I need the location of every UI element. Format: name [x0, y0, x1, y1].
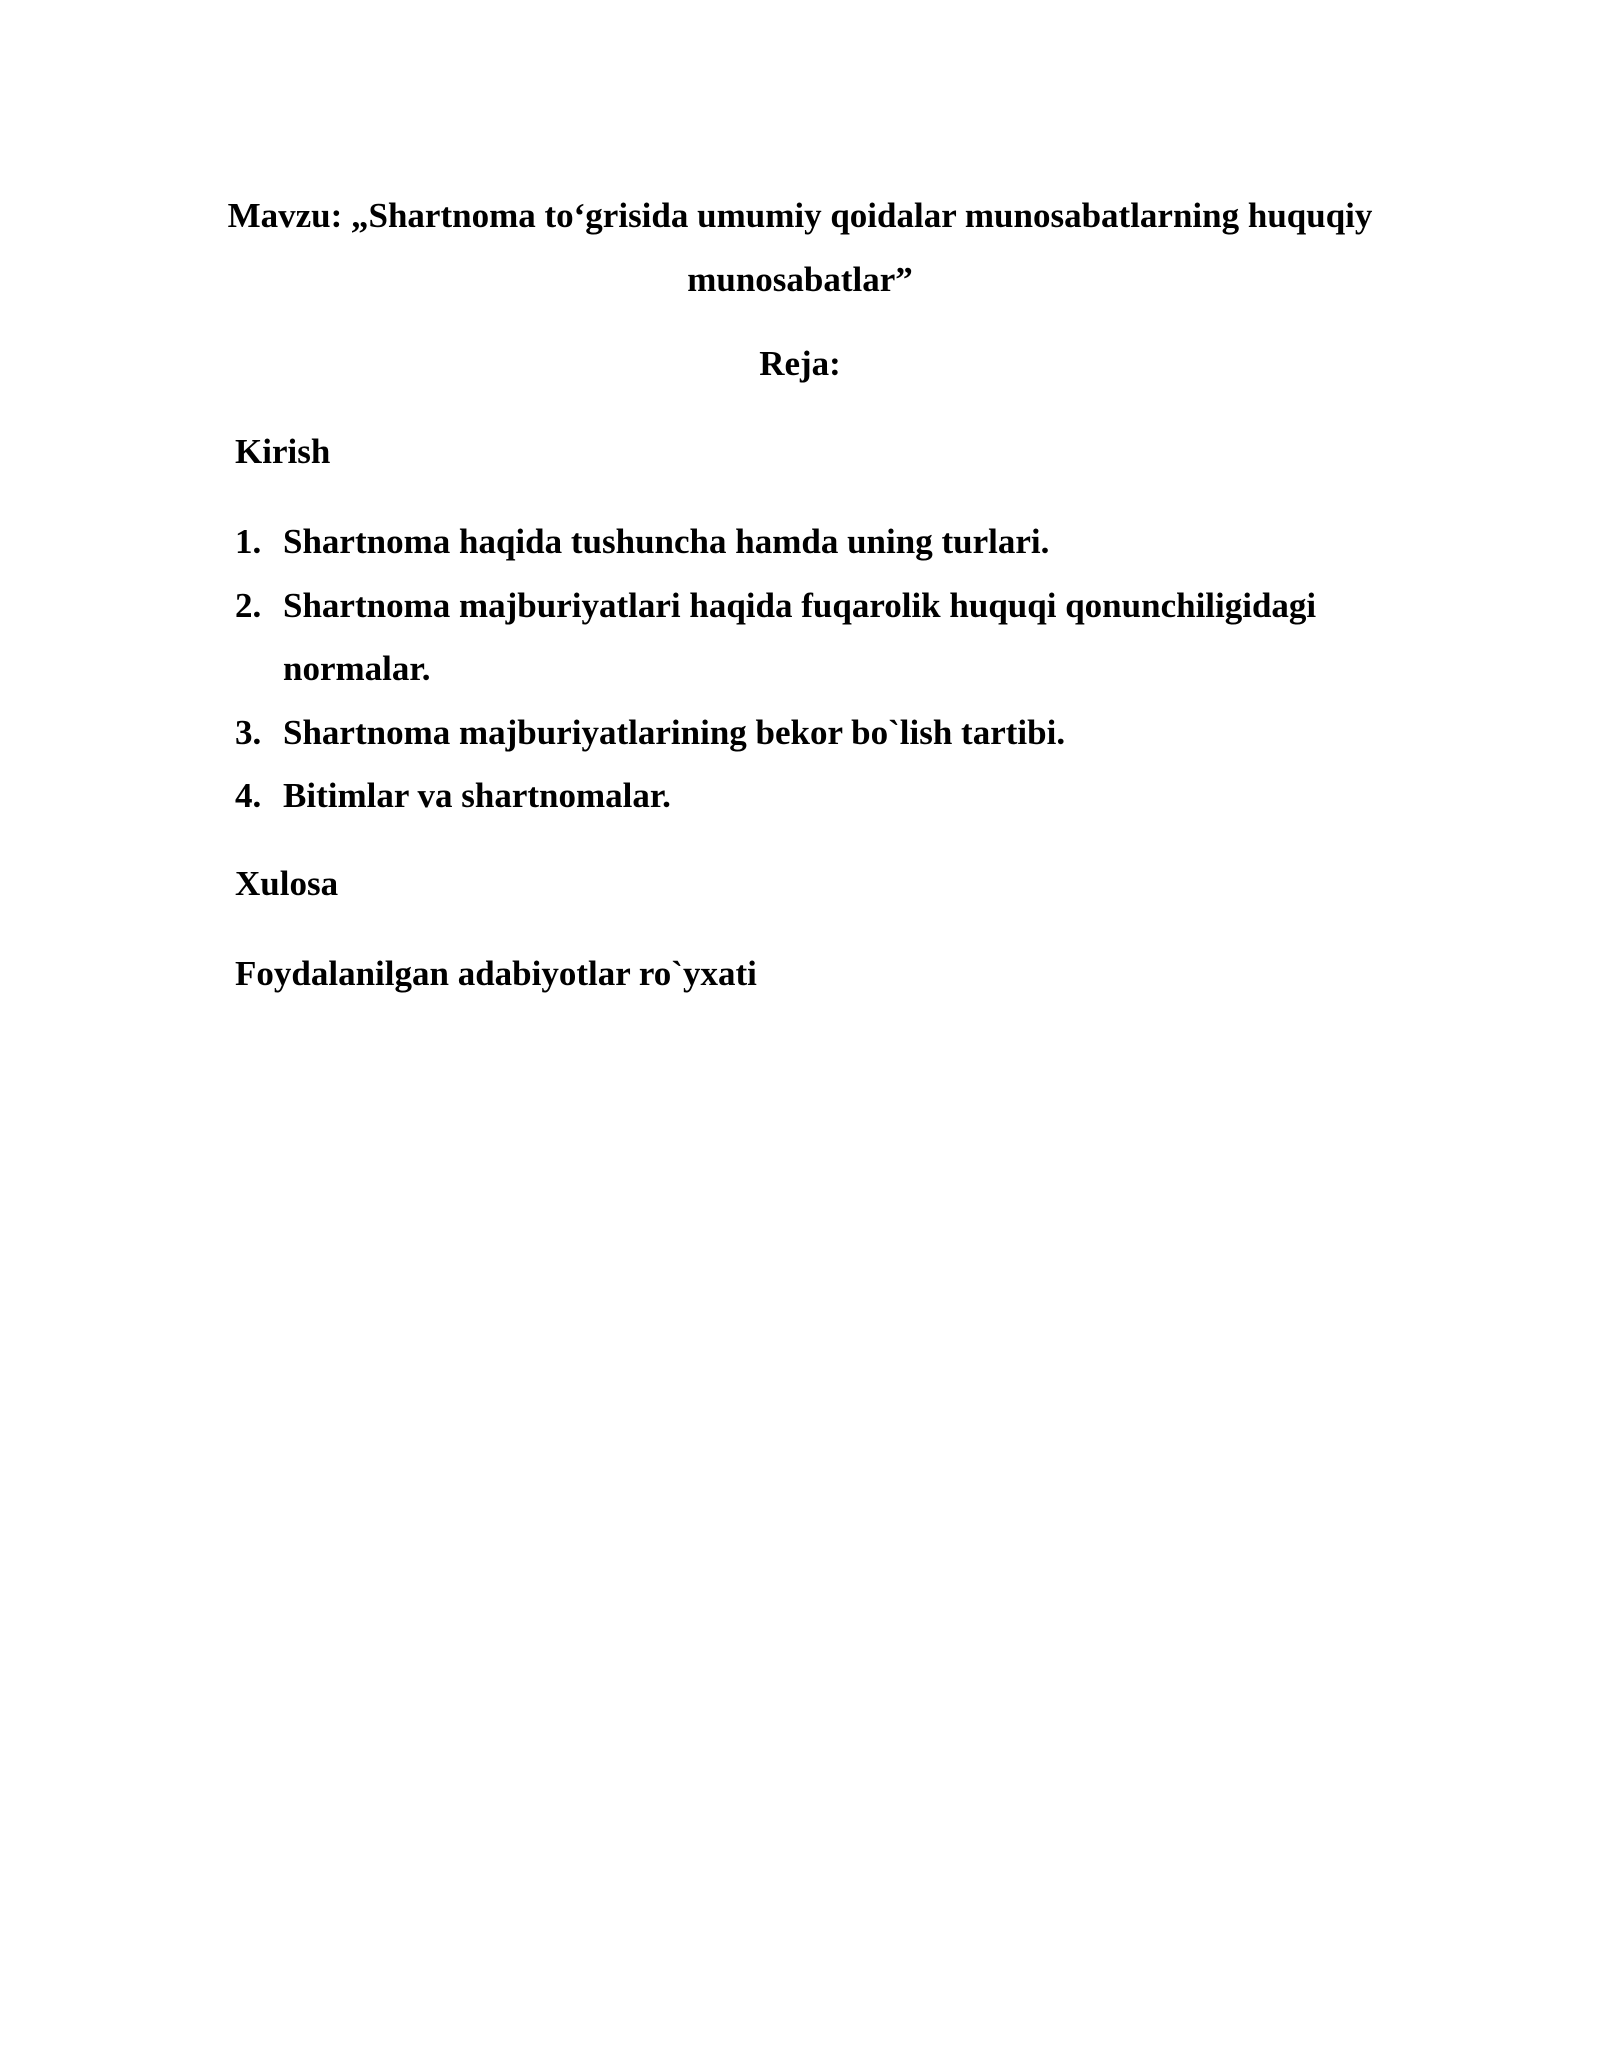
plan-item-number: 4.	[235, 776, 262, 815]
plan-list	[235, 510, 1395, 828]
plan-item-number: 2.	[235, 585, 262, 625]
references-heading: Foydalanilgan adabiyotlar ro`yxati	[235, 954, 757, 993]
plan-item-text: Shartnoma majburiyatlari haqida fuqarolik huquqi qonunchiligidagi normalar.	[283, 585, 1317, 688]
plan-item-text: Bitimlar va shartnomalar.	[283, 776, 671, 815]
intro-heading: Kirish	[235, 432, 331, 471]
plan-item-text: Shartnoma majburiyatlarining bekor bo`lish tartibi.	[283, 712, 1066, 752]
plan-item-number: 3.	[235, 712, 262, 752]
plan-item-number: 1.	[235, 522, 262, 561]
plan-heading: Reja:	[759, 344, 841, 383]
plan-item	[235, 574, 1395, 701]
plan-item	[235, 510, 1395, 574]
plan-item	[235, 764, 1395, 828]
plan-item-text: Shartnoma haqida tushuncha hamda uning turlari.	[283, 522, 1050, 561]
conclusion-heading: Xulosa	[235, 864, 339, 903]
document-title: Mavzu: „Shartnoma to‘grisida umumiy qoidalar munosabatlarning huquqiy munosabatlar”	[227, 196, 1373, 299]
plan-item	[235, 701, 1395, 765]
